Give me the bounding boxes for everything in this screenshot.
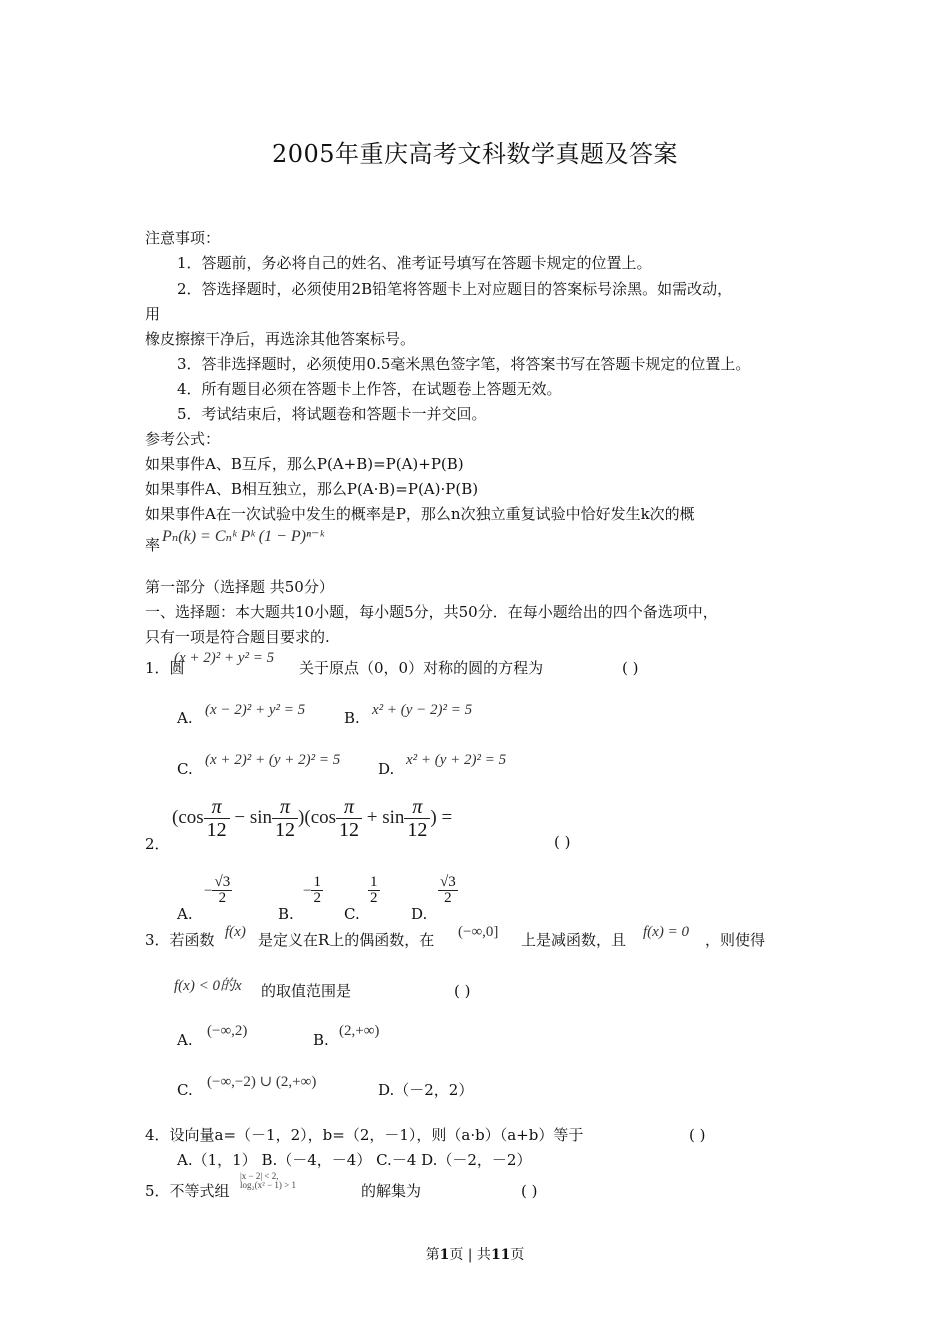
- q1-circle-equation: (x + 2)² + y² = 5: [174, 650, 275, 666]
- part1-heading: 第一部分（选择题 共50分）: [145, 578, 334, 596]
- formula-line-1: 如果事件A、B互斥，那么P(A+B)=P(A)+P(B): [145, 455, 464, 473]
- q1-number: 1．圆: [145, 659, 185, 677]
- notice-item-2: 2．答选择题时，必须使用2B铅笔将答题卡上对应题目的答案标号涂黑。如需改动，: [177, 280, 733, 298]
- q2-option-c: $\frac{1}{2}$: [370, 874, 378, 906]
- q1-option-c-label: C.: [177, 760, 193, 778]
- notice-heading: 注意事项：: [145, 229, 221, 247]
- q3-option-a: (−∞,2): [207, 1023, 248, 1039]
- q3-option-a-label: A.: [177, 1031, 193, 1049]
- q3-text-1: 是定义在R上的偶函数，在: [258, 931, 435, 949]
- q3-inequality: f(x) < 0的x: [174, 978, 242, 994]
- q3-condition: f(x) = 0: [643, 924, 689, 940]
- q1-option-d-label: D.: [378, 760, 395, 778]
- q3-text-2: 上是减函数，且: [521, 931, 627, 949]
- q2-open-cos: (cos: [172, 807, 204, 828]
- q3-option-b: (2,+∞): [339, 1023, 380, 1039]
- q2-option-c-label: C.: [344, 905, 360, 923]
- formulas-heading: 参考公式：: [145, 430, 221, 448]
- formula-line-3: 如果事件A在一次试验中发生的概率是P，那么n次独立重复试验中恰好发生k次的概: [145, 505, 695, 523]
- q2-answer-paren: ( ): [554, 833, 571, 851]
- formula-line-4-prefix: 率: [145, 536, 161, 554]
- notice-item-2-cont: 橡皮擦擦干净后，再选涂其他答案标号。: [145, 330, 416, 348]
- q1-answer-paren: ( ): [622, 659, 639, 677]
- q2-option-a: − $\frac{√3}{2}$: [204, 874, 231, 906]
- q2-plus-sin: + sin: [362, 807, 405, 828]
- q3-text-3: ，则使得: [705, 931, 766, 949]
- q3-option-d: D.（－2，2）: [378, 1081, 474, 1099]
- notice-item-4: 4．所有题目必须在答题卡上作答，在试题卷上答题无效。: [177, 380, 562, 398]
- q2-option-d: $\frac{√3}{2}$: [440, 874, 456, 906]
- part1-intro-2: 只有一项是符合题目要求的.: [145, 628, 330, 646]
- q2-option-b-label: B.: [278, 905, 294, 923]
- q3-text-4: 的取值范围是: [261, 982, 352, 1000]
- q1-option-b-label: B.: [344, 709, 360, 727]
- q2-mid-cos: )(cos: [298, 807, 337, 828]
- q2-close: ) =: [430, 807, 453, 828]
- q3-number: 3．若函数: [145, 931, 215, 949]
- q1-option-c: (x + 2)² + (y + 2)² = 5: [205, 752, 341, 768]
- q2-fraction-4: $\frac{\pi}{12}$: [404, 796, 430, 841]
- notice-item-3: 3．答非选择题时，必须使用0.5毫米黑色签字笔，将答案书写在答题卡规定的位置上。: [177, 355, 751, 373]
- q3-option-b-label: B.: [313, 1031, 329, 1049]
- q2-fraction-2: $\frac{\pi}{12}$: [272, 796, 298, 841]
- q2-minus-sin: − sin: [229, 807, 273, 828]
- q2-option-d-label: D.: [411, 905, 428, 923]
- q1-option-a: (x − 2)² + y² = 5: [205, 702, 306, 718]
- q5-number: 5．不等式组: [145, 1182, 230, 1200]
- q2-fraction-3: $\frac{\pi}{12}$: [336, 796, 362, 841]
- q2-option-a-label: A.: [177, 905, 193, 923]
- notice-item-5: 5．考试结束后，将试题卷和答题卡一并交回。: [177, 405, 487, 423]
- page-number: 1: [439, 1247, 450, 1263]
- binomial-probability-formula: Pₙ(k) = Cₙᵏ Pᵏ (1 − P)ⁿ⁻ᵏ: [162, 528, 324, 545]
- q4-text: 4．设向量a=（－1，2），b=（2，－1），则（a·b）（a+b）等于: [145, 1126, 584, 1144]
- page-title: 2005年重庆高考文科数学真题及答案: [271, 140, 679, 168]
- notice-item-2-wrap: 用: [145, 305, 161, 323]
- page-footer: 第1页 | 共11页: [425, 1247, 525, 1263]
- page-total: 11: [490, 1247, 511, 1263]
- q4-answer-paren: ( ): [689, 1126, 706, 1144]
- q1-option-b: x² + (y − 2)² = 5: [372, 702, 473, 718]
- q5-inequality-system: [240, 1170, 296, 1190]
- q1-text: 关于原点（0，0）对称的圆的方程为: [299, 659, 544, 677]
- q2-expression: [172, 796, 452, 841]
- q2-fraction-1: $\frac{\pi}{12}$: [204, 796, 230, 841]
- q2-number: 2．: [145, 835, 170, 853]
- q4-options: A.（1，1） B.（－4，－4） C.－4 D.（－2，－2）: [177, 1151, 532, 1169]
- q5-system-lines: |x − 2| < 2, log₂(x² − 1) > 1: [240, 1170, 296, 1190]
- formula-line-2: 如果事件A、B相互独立，那么P(A·B)=P(A)·P(B): [145, 480, 479, 498]
- q3-option-c: (−∞,−2) ∪ (2,+∞): [207, 1074, 317, 1090]
- q3-answer-paren: ( ): [454, 982, 471, 1000]
- q3-option-c-label: C.: [177, 1081, 193, 1099]
- q3-interval: (−∞,0]: [458, 924, 499, 940]
- q1-option-d: x² + (y + 2)² = 5: [406, 752, 507, 768]
- notice-item-1: 1．答题前，务必将自己的姓名、准考证号填写在答题卡规定的位置上。: [177, 254, 652, 272]
- q5-text: 的解集为: [361, 1182, 422, 1200]
- part1-intro-1: 一、选择题：本大题共10小题，每小题5分，共50分．在每小题给出的四个备选项中，: [145, 603, 718, 621]
- q5-answer-paren: ( ): [521, 1182, 538, 1200]
- q2-option-b: − $\frac{1}{2}$: [303, 874, 321, 906]
- q1-option-a-label: A.: [177, 709, 193, 727]
- q3-function-f: f(x): [225, 924, 246, 940]
